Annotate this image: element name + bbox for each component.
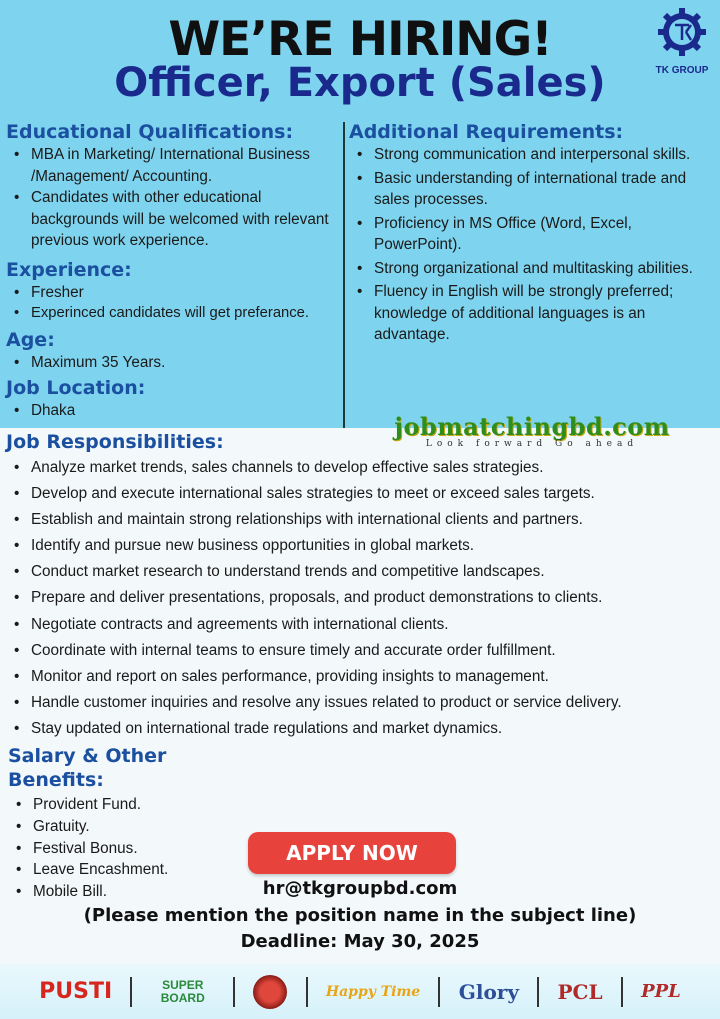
list-item: • Negotiate contracts and agreements with international clients. (6, 612, 714, 638)
list-item: • Fresher (6, 282, 342, 304)
divider (306, 977, 308, 1007)
list-item: • Prepare and deliver presentations, proposals, and product demonstrations to clients. (6, 585, 714, 611)
apply-email[interactable]: hr@tkgroupbd.com (262, 878, 458, 899)
left-column (6, 120, 342, 422)
list-item: • Provident Fund. (8, 794, 268, 816)
list-item: • Handle customer inquiries and resolve any issues related to product or service delivery. (6, 690, 714, 716)
apply-now-button[interactable]: APPLY NOW (248, 832, 456, 874)
logo-label: TK GROUP (655, 65, 709, 76)
list-item: • Basic understanding of international trade and sales processes. (349, 168, 715, 211)
watermark-text: jobmatchingbd.com (394, 412, 670, 441)
brand-pusti: PUSTI (39, 979, 113, 1004)
brand-happy-time: Happy Time (325, 983, 421, 1000)
watermark-tagline: Look forward Go ahead (425, 439, 639, 449)
divider (537, 977, 539, 1007)
location-list (6, 400, 342, 422)
responsibilities-list (6, 455, 714, 742)
education-heading: Educational Qualifications: (6, 121, 294, 143)
headline: WE’RE HIRING! (168, 12, 552, 67)
list-item: • Candidates with other educational backgrounds will be welcomed with relevant previous work experience. (6, 187, 342, 252)
deadline: Deadline: May 30, 2025 (240, 931, 480, 952)
job-title: Officer, Export (Sales) (114, 60, 606, 106)
age-heading: Age: (6, 328, 55, 351)
list-item: • Fluency in English will be strongly preferred; knowledge of additional languages is an advantage. (349, 281, 715, 346)
list-item: • Conduct market research to understand trends and competitive landscapes. (6, 559, 714, 585)
divider (438, 977, 440, 1007)
list-item: • Experinced candidates will get preferance. (6, 303, 342, 325)
list-item: • Identify and pursue new business opportunities in global markets. (6, 533, 714, 559)
additional-list (349, 144, 715, 346)
list-item: • Proficiency in MS Office (Word, Excel, PowerPoint). (349, 213, 715, 256)
location-heading: Job Location: (6, 377, 146, 399)
subject-note: (Please mention the position name in the subject line) (83, 904, 637, 926)
list-item: • Develop and execute international sales strategies to meet or exceed sales targets. (6, 481, 714, 507)
list-item: • Festival Bonus. (8, 838, 268, 860)
list-item: • Establish and maintain strong relationships with international clients and partners. (6, 507, 714, 533)
list-item: • Stay updated on international trade regulations and market dynamics. (6, 716, 714, 742)
list-item: • Monitor and report on sales performance, providing insights to management. (6, 664, 714, 690)
list-item: • Leave Encashment. (8, 859, 268, 881)
list-item: • Dhaka (6, 400, 342, 422)
list-item: • Coordinate with internal teams to ensure timely and accurate order fulfillment. (6, 638, 714, 664)
list-item: • Maximum 35 Years. (6, 352, 342, 374)
brand-superboard: SUPER BOARD (160, 977, 205, 1005)
additional-heading: Additional Requirements: (349, 121, 624, 143)
divider (130, 977, 132, 1007)
responsibilities-heading: Job Responsibilities: (6, 431, 224, 453)
footer-brands (0, 964, 720, 1019)
education-list (6, 144, 342, 252)
brand-emblem-icon (253, 975, 287, 1009)
list-item: • MBA in Marketing/ International Business /Management/ Accounting. (6, 144, 342, 187)
brand-glory: Glory (458, 979, 519, 1004)
divider (233, 977, 235, 1007)
age-list (6, 352, 342, 374)
column-divider (343, 122, 345, 428)
brand-ppl: PPL (641, 981, 681, 1002)
contact-block (0, 876, 720, 956)
list-item: • Gratuity. (8, 816, 268, 838)
list-item: • Strong organizational and multitasking abilities. (349, 258, 715, 280)
benefits-heading: Salary & Other Benefits: (8, 745, 167, 791)
list-item: • Analyze market trends, sales channels to develop effective sales strategies. (6, 455, 714, 481)
divider (621, 977, 623, 1007)
tk-gear-logo-icon (656, 6, 708, 58)
experience-list (6, 282, 342, 325)
right-column (349, 120, 715, 346)
list-item: • Strong communication and interpersonal skills. (349, 144, 715, 166)
experience-heading: Experience: (6, 258, 132, 281)
list-item: • Mobile Bill. (8, 881, 268, 903)
tk-group-logo (652, 6, 712, 76)
responsibilities-section (6, 430, 714, 742)
brand-pcl: PCL (557, 979, 603, 1004)
